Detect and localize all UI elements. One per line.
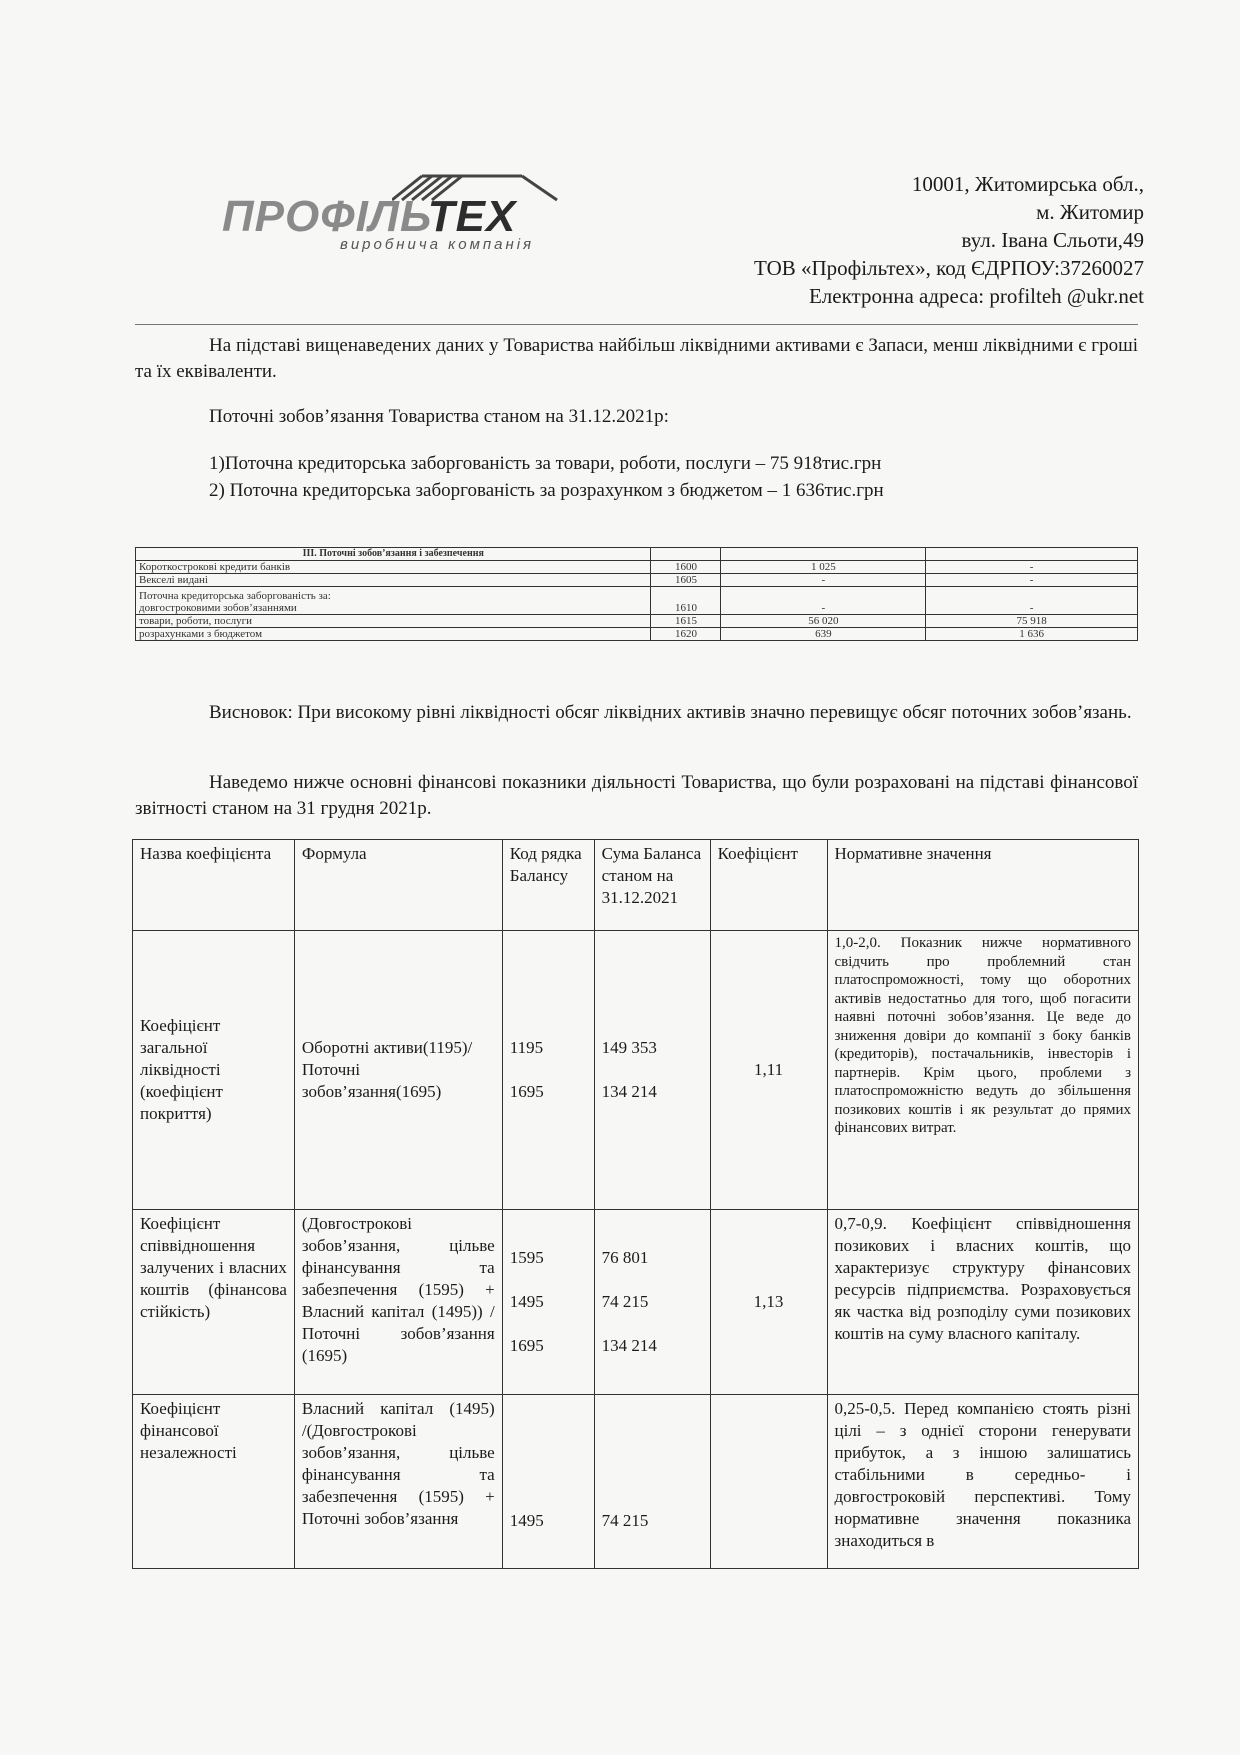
ratio-sums: [594, 1210, 710, 1395]
sum-value: 76 801: [601, 1248, 649, 1267]
ratio-coefficient: 1,11: [710, 931, 827, 1210]
column-header: Назва коефіцієнта: [133, 840, 295, 931]
code-value: 1495: [509, 1511, 544, 1530]
table-row: [136, 628, 1138, 641]
code-value: 1495: [509, 1292, 544, 1311]
balance-end-value: 1 636: [926, 628, 1138, 641]
table-header-row: [133, 840, 1139, 931]
table-row: [133, 931, 1139, 1210]
header-divider: [135, 324, 1138, 325]
ratio-formula: Власний капітал (1495) /(Довгострокові зобов’язання, цільве фінансування та забезпечення (1595) + Поточні зобов’язання: [294, 1395, 502, 1569]
balance-code: 1620: [651, 628, 721, 641]
logo-tagline: виробнича компанія: [340, 236, 535, 253]
paragraph-conclusion: Висновок: При високому рівні ліквідності обсяг ліквідних активів значно перевищує обсяг поточних зобов’язань.: [209, 702, 1132, 723]
balance-start-value: 56 020: [721, 615, 926, 628]
column-header: Формула: [294, 840, 502, 931]
code-value: 1695: [509, 1082, 544, 1101]
ratio-norm: 1,0-2,0. Показник нижче нормативного свідчить про проблемний стан платоспроможності, тому що оборотних активів недостатньо для того, щоб погасити наявні поточні зобов’язання. Це веде до зниження довіри до компанії з боку банків (кредиторів), постачальників, інвесторів і партнерів. Крім цього, проблеми з платоспроможністю ведуть до збільшення позикових коштів і як результат до прямих фінансових витрат.: [827, 931, 1139, 1210]
balance-end-value: -: [926, 587, 1138, 615]
company-address: [754, 170, 1144, 310]
balance-code: 1600: [651, 561, 721, 574]
ratio-name: Коефіцієнт фінансової незалежності: [133, 1395, 295, 1569]
column-header: Сума Баланса станом на 31.12.2021: [594, 840, 710, 931]
balance-item-name: товари, роботи, послуги: [136, 615, 651, 628]
sum-value: 149 353: [601, 1038, 657, 1057]
balance-code: 1605: [651, 574, 721, 587]
ratio-codes: [502, 1395, 594, 1569]
table-row: [136, 561, 1138, 574]
ratio-norm: 0,25-0,5. Перед компанією стоять різні цілі – з однієї сторони генерувати прибуток, а з іншою залишатись стабільними в середньо- і довгостроковій перспективі. Тому нормативне значення показника знаходиться в: [827, 1395, 1139, 1569]
sum-value: 134 214: [601, 1082, 657, 1101]
ratio-sums: [594, 931, 710, 1210]
ratio-name: Коефіцієнт загальної ліквідності (коефіцієнт покриття): [133, 931, 295, 1210]
balance-item-name: Короткострокові кредити банків: [136, 561, 651, 574]
liability-item-2: 2) Поточна кредиторська заборгованість за розрахунком з бюджетом – 1 636тис.грн: [209, 480, 884, 501]
address-line: м. Житомир: [1036, 200, 1144, 224]
balance-end-value: -: [926, 574, 1138, 587]
ratio-norm: 0,7-0,9. Коефіцієнт співвідношення позикових і власних коштів, що характеризує структуру фінансових ресурсів підприємства. Розраховується як частка від розподілу суми позикових коштів на суму власного капіталу.: [827, 1210, 1139, 1395]
table-row: [133, 1210, 1139, 1395]
balance-section-title: ІІІ. Поточні зобов’язання і забезпечення: [136, 548, 651, 561]
paragraph-ratios-intro: Наведемо нижче основні фінансові показники діяльності Товариства, що були розраховані на підставі фінансової звітності станом на 31 грудня 2021р.: [135, 772, 1138, 819]
company-logo: [222, 172, 567, 262]
table-row: [136, 615, 1138, 628]
ratio-codes: [502, 1210, 594, 1395]
logo-wordmark: ПРОФІЛЬТЕХ: [222, 192, 517, 241]
column-header: Коефіцієнт: [710, 840, 827, 931]
financial-ratios-table: [132, 839, 1139, 1569]
balance-start-value: -: [721, 574, 926, 587]
ratio-name: Коефіцієнт співвідношення залучених і власних коштів (фінансова стійкість): [133, 1210, 295, 1395]
sum-value: 74 215: [601, 1511, 649, 1530]
code-value: 1695: [509, 1336, 544, 1355]
balance-start-value: -: [721, 587, 926, 615]
ratio-sums: [594, 1395, 710, 1569]
table-row: [133, 1395, 1139, 1569]
balance-item-name: Векселі видані: [136, 574, 651, 587]
column-header: Нормативне значення: [827, 840, 1139, 931]
ratio-coefficient: 1,13: [710, 1210, 827, 1395]
code-value: 1195: [509, 1038, 544, 1057]
balance-item-name: Поточна кредиторська заборгованість за: довгостроковими зобов’язаннями: [136, 587, 651, 615]
balance-end-value: 75 918: [926, 615, 1138, 628]
ratio-formula: Оборотні активи(1195)/Поточні зобов’язання(1695): [294, 931, 502, 1210]
address-line: 10001, Житомирська обл.,: [911, 172, 1144, 196]
ratio-codes: [502, 931, 594, 1210]
address-line: ТОВ «Профільтех», код ЄДРПОУ:37260027: [754, 256, 1144, 280]
balance-code: 1610: [651, 587, 721, 615]
balance-excerpt-table: [135, 547, 1138, 641]
column-header: Код рядка Балансу: [502, 840, 594, 931]
sum-value: 134 214: [601, 1336, 657, 1355]
address-line: вул. Івана Сльоти,49: [961, 228, 1144, 252]
code-value: 1595: [509, 1248, 544, 1267]
balance-code: 1615: [651, 615, 721, 628]
address-line: Електронна адреса: profilteh @ukr.net: [808, 284, 1144, 308]
liability-item-1: 1)Поточна кредиторська заборгованість за товари, роботи, послуги – 75 918тис.грн: [209, 453, 882, 474]
table-row: [136, 574, 1138, 587]
sum-value: 74 215: [601, 1292, 649, 1311]
balance-start-value: 1 025: [721, 561, 926, 574]
table-row: [136, 548, 1138, 561]
table-row: [136, 587, 1138, 615]
balance-start-value: 639: [721, 628, 926, 641]
balance-item-name: розрахунками з бюджетом: [136, 628, 651, 641]
paragraph-liabilities-intro: Поточні зобов’язання Товариства станом на 31.12.2021р:: [209, 406, 669, 427]
ratio-formula: (Довгострокові зобов’язання, цільве фінансування та забезпечення (1595) + Власний капітал (1495)) / Поточні зобов’язання (1695): [294, 1210, 502, 1395]
ratio-coefficient: [710, 1395, 827, 1569]
balance-end-value: -: [926, 561, 1138, 574]
paragraph-liquidity: На підставі вищенаведених даних у Товариства найбільш ліквідними активами є Запаси, менш ліквідними є гроші та їх еквіваленти.: [135, 335, 1138, 382]
